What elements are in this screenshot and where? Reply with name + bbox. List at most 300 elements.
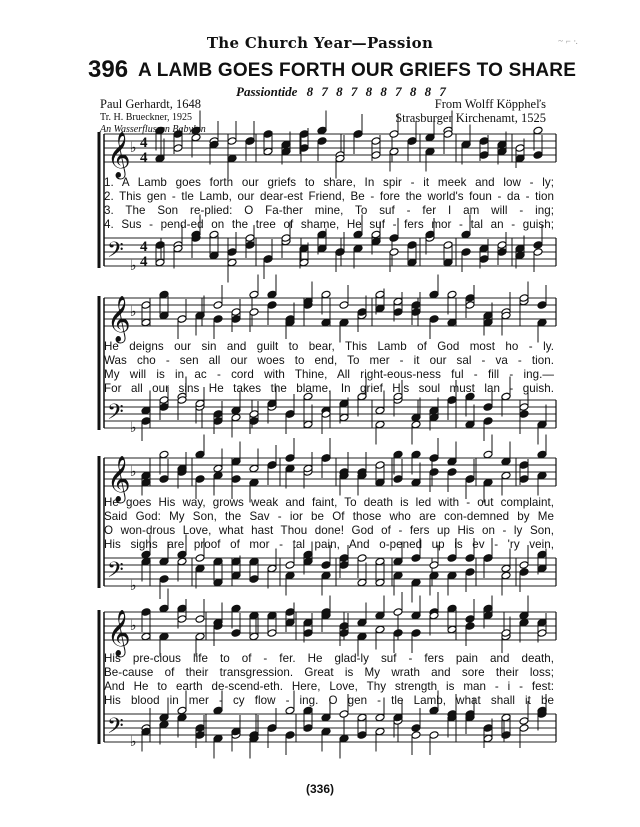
note-head (249, 557, 259, 566)
note-head (393, 571, 403, 580)
note-head (479, 244, 489, 253)
note-head (429, 706, 439, 715)
note-head (285, 731, 295, 740)
note-head (249, 478, 259, 487)
note-head (155, 258, 165, 267)
note-head (267, 461, 277, 470)
note-head (321, 318, 331, 327)
note-head (227, 248, 237, 257)
note-head (267, 724, 277, 733)
section-header: The Church Year—Passion (206, 34, 434, 52)
flat-icon: ♭ (130, 140, 137, 156)
note-head (483, 604, 493, 613)
lyric-line: He deigns our sin and guilt to bear, This Lamb of God most ho - ly. (104, 340, 554, 353)
note-head (483, 724, 493, 733)
note-head (339, 399, 349, 408)
note-head (267, 629, 277, 638)
note-head (357, 632, 367, 641)
note-head (515, 154, 525, 163)
note-head (533, 151, 543, 160)
note-head (393, 629, 403, 638)
lyric-line: His pre-cious life to of - fer. He glad-ly suf - fers pain and death, (104, 652, 554, 665)
note-head (321, 290, 331, 299)
note-head (465, 622, 475, 631)
note-head (249, 611, 259, 620)
note-head (497, 241, 507, 250)
note-head (393, 297, 403, 306)
note-head (537, 618, 547, 627)
composer-source-credit: Strasburger Kirchenamt, 1525 (395, 111, 546, 125)
note-head (159, 604, 169, 613)
note-head (515, 244, 525, 253)
note-head (497, 147, 507, 156)
note-head (177, 315, 187, 324)
note-head (195, 615, 205, 624)
note-head (159, 475, 169, 484)
note-head (357, 713, 367, 722)
note-head (321, 713, 331, 722)
note-head (299, 130, 309, 139)
note-head (321, 727, 331, 736)
flat-icon: ♭ (130, 304, 137, 320)
note-head (429, 571, 439, 580)
note-head (213, 417, 223, 426)
note-head (213, 578, 223, 587)
note-head (465, 475, 475, 484)
note-head (479, 255, 489, 264)
note-head (285, 464, 295, 473)
note-head (389, 147, 399, 156)
note-head (479, 151, 489, 160)
note-head (357, 554, 367, 563)
hymn-number: 396 (88, 56, 129, 83)
note-head (285, 571, 295, 580)
note-head (357, 731, 367, 740)
note-head (483, 734, 493, 743)
note-head (321, 454, 331, 463)
note-head (159, 713, 169, 722)
note-head (195, 731, 205, 740)
note-head (537, 629, 547, 638)
note-head (537, 550, 547, 559)
note-head (447, 396, 457, 405)
time-signature-upper: 4 (140, 135, 148, 151)
note-head (141, 417, 151, 426)
note-head (429, 561, 439, 570)
note-head (411, 450, 421, 459)
note-head (231, 557, 241, 566)
note-head (407, 241, 417, 250)
note-head (159, 557, 169, 566)
lyric-line: 1. A Lamb goes forth our griefs to share, In spir - it meek and low - ly; (104, 176, 554, 189)
note-head (213, 706, 223, 715)
flat-icon: ♭ (130, 734, 137, 750)
note-head (411, 629, 421, 638)
tune-name: Passiontide (236, 84, 298, 99)
note-head (429, 454, 439, 463)
note-head (483, 554, 493, 563)
note-head (465, 294, 475, 303)
note-head (249, 417, 259, 426)
note-head (227, 137, 237, 146)
note-head (357, 618, 367, 627)
note-head (245, 137, 255, 146)
page-corner-mark: ~ ⌐ ·. (558, 36, 578, 46)
note-head (231, 413, 241, 422)
note-head (533, 248, 543, 257)
note-head (177, 604, 187, 613)
lyric-line: And He to earth de-scend-eth. Here, Love, Thy strength is man - i - fest: (104, 680, 554, 693)
note-head (537, 318, 547, 327)
note-head (317, 137, 327, 146)
note-head (195, 564, 205, 573)
bass-clef-icon: 𝄢 (107, 400, 124, 430)
note-head (263, 147, 273, 156)
note-head (447, 468, 457, 477)
note-head (339, 622, 349, 631)
note-head (249, 308, 259, 317)
note-head (533, 241, 543, 250)
note-head (411, 301, 421, 310)
note-head (267, 301, 277, 310)
note-head (465, 420, 475, 429)
flat-icon: ♭ (130, 578, 137, 594)
note-head (375, 290, 385, 299)
note-head (519, 724, 529, 733)
note-head (285, 410, 295, 419)
note-head (371, 237, 381, 246)
note-head (515, 251, 525, 260)
note-head (519, 461, 529, 470)
note-head (519, 611, 529, 620)
note-head (285, 618, 295, 627)
note-head (141, 550, 151, 559)
note-head (285, 706, 295, 715)
note-head (195, 554, 205, 563)
note-head (371, 230, 381, 239)
note-head (353, 230, 363, 239)
note-head (249, 632, 259, 641)
note-head (159, 632, 169, 641)
note-head (177, 706, 187, 715)
note-head (195, 450, 205, 459)
note-head (303, 706, 313, 715)
note-head (483, 318, 493, 327)
note-head (339, 318, 349, 327)
note-head (317, 126, 327, 135)
note-head (159, 575, 169, 584)
note-head (537, 450, 547, 459)
note-head (375, 713, 385, 722)
flat-icon: ♭ (130, 420, 137, 436)
note-head (249, 575, 259, 584)
note-head (155, 241, 165, 250)
note-head (479, 137, 489, 146)
note-head (375, 406, 385, 415)
note-head (195, 724, 205, 733)
note-head (375, 727, 385, 736)
note-head (389, 234, 399, 243)
note-head (141, 608, 151, 617)
time-signature-upper: 4 (140, 239, 148, 255)
note-head (245, 234, 255, 243)
note-head (227, 258, 237, 267)
note-head (177, 557, 187, 566)
note-head (249, 410, 259, 419)
note-head (155, 154, 165, 163)
note-head (501, 564, 511, 573)
note-head (159, 311, 169, 320)
note-head (375, 478, 385, 487)
time-signature-lower: 4 (140, 150, 148, 166)
note-head (411, 724, 421, 733)
note-head (519, 410, 529, 419)
lyric-line: His blood in mer - cy flow - ing. O gen - tle Lamb, what shall it be (104, 694, 554, 707)
note-head (303, 618, 313, 627)
note-head (177, 550, 187, 559)
note-head (429, 290, 439, 299)
note-head (213, 471, 223, 480)
note-head (321, 561, 331, 570)
note-head (285, 454, 295, 463)
note-head (519, 561, 529, 570)
note-head (267, 611, 277, 620)
note-head (483, 417, 493, 426)
note-head (303, 557, 313, 566)
note-head (339, 301, 349, 310)
lyric-line: O won-drous Love, what hast Thou done! God of - fers up His on - ly Son, (104, 524, 554, 537)
note-head (141, 406, 151, 415)
treble-clef-icon: 𝄞 (107, 456, 131, 502)
note-head (537, 564, 547, 573)
source-hymn-credit: An Wasserflussen Babylon (100, 124, 206, 135)
note-head (411, 308, 421, 317)
bass-clef-icon: 𝄢 (107, 714, 124, 744)
note-head (375, 611, 385, 620)
note-head (357, 578, 367, 587)
note-head (195, 311, 205, 320)
note-head (177, 615, 187, 624)
note-head (465, 554, 475, 563)
treble-clef-icon: 𝄞 (107, 132, 131, 178)
note-head (515, 144, 525, 153)
note-head (245, 241, 255, 250)
lyric-line: My will is in ac - cord with Thine, All right-eous-ness ful - fill - ing.— (104, 368, 554, 381)
note-head (285, 608, 295, 617)
note-head (465, 301, 475, 310)
note-head (411, 611, 421, 620)
note-head (159, 290, 169, 299)
note-head (537, 301, 547, 310)
flat-icon: ♭ (130, 258, 137, 274)
note-head (411, 731, 421, 740)
note-head (519, 717, 529, 726)
lyric-line: His sighs are proof of mor - tal pain, And o-pened up is ev - 'ry vein, (104, 538, 554, 551)
treble-clef-icon: 𝄞 (107, 610, 131, 656)
bass-clef-icon: 𝄢 (107, 238, 124, 268)
note-head (447, 290, 457, 299)
note-head (483, 450, 493, 459)
note-head (195, 632, 205, 641)
note-head (263, 255, 273, 264)
note-head (411, 420, 421, 429)
note-head (141, 301, 151, 310)
note-head (281, 147, 291, 156)
treble-clef-icon: 𝄞 (107, 296, 131, 342)
note-head (159, 450, 169, 459)
note-head (353, 244, 363, 253)
note-head (533, 126, 543, 135)
note-head (375, 578, 385, 587)
note-head (443, 241, 453, 250)
lyric-line: Be-cause of their transgression. Great is My wrath and sore their loss; (104, 666, 554, 679)
note-head (537, 420, 547, 429)
note-head (159, 403, 169, 412)
note-head (249, 290, 259, 299)
note-head (407, 137, 417, 146)
note-head (375, 557, 385, 566)
translator-credit: Tr. H. Brueckner, 1925 (100, 112, 193, 123)
note-head (501, 731, 511, 740)
note-head (227, 154, 237, 163)
meter: 8 7 8 7 8 8 7 8 8 7 (306, 84, 449, 99)
note-head (429, 731, 439, 740)
note-head (371, 137, 381, 146)
note-head (447, 604, 457, 613)
note-head (141, 318, 151, 327)
note-head (281, 140, 291, 149)
note-head (375, 304, 385, 313)
note-head (375, 625, 385, 634)
note-head (429, 468, 439, 477)
note-head (447, 318, 457, 327)
note-head (519, 568, 529, 577)
note-head (141, 632, 151, 641)
note-head (267, 290, 277, 299)
composer-credit: From Wolff Köppheľs (434, 97, 546, 111)
note-head (407, 258, 417, 267)
flat-icon: ♭ (130, 618, 137, 634)
note-head (483, 311, 493, 320)
note-head (371, 151, 381, 160)
note-head (141, 557, 151, 566)
note-head (389, 248, 399, 257)
note-head (411, 413, 421, 422)
note-head (465, 568, 475, 577)
note-head (519, 403, 529, 412)
lyric-line: Was cho - sen all our woes to end, To mer - it our sal - va - tion. (104, 354, 554, 367)
note-head (429, 315, 439, 324)
note-head (411, 578, 421, 587)
note-head (159, 396, 169, 405)
lyric-line: Said God: My Son, the Sav - ior be Of those who are con-demned by Me (104, 510, 554, 523)
note-head (393, 308, 403, 317)
note-head (213, 734, 223, 743)
note-head (303, 420, 313, 429)
note-head (501, 471, 511, 480)
note-head (483, 478, 493, 487)
note-head (519, 475, 529, 484)
note-head (209, 230, 219, 239)
note-head (141, 471, 151, 480)
note-head (425, 147, 435, 156)
note-head (447, 571, 457, 580)
note-head (249, 464, 259, 473)
note-head (429, 413, 439, 422)
note-head (231, 571, 241, 580)
note-head (339, 629, 349, 638)
note-head (339, 554, 349, 563)
note-head (317, 230, 327, 239)
note-head (231, 629, 241, 638)
note-head (317, 244, 327, 253)
note-head (375, 461, 385, 470)
note-head (447, 457, 457, 466)
note-head (425, 133, 435, 142)
hymn-title: A LAMB GOES FORTH OUR GRIEFS TO SHARE (138, 60, 577, 81)
note-head (213, 301, 223, 310)
note-head (335, 248, 345, 257)
note-head (447, 625, 457, 634)
note-head (339, 561, 349, 570)
note-head (231, 475, 241, 484)
note-head (231, 315, 241, 324)
note-head (537, 471, 547, 480)
lyric-line: 4. Sus - pend-ed on the tree of shame, He suf - fers mor - tal an - guish; (104, 218, 554, 231)
note-head (389, 130, 399, 139)
note-head (411, 554, 421, 563)
note-head (159, 720, 169, 729)
lyric-line: 3. The Son re-plied: O Fa-ther mine, To suf - fer I am will - ing; (104, 204, 554, 217)
note-head (285, 561, 295, 570)
lyric-line: 2. This gen - tle Lamb, our dear-est Friend, Be - fore the world's foun - da - tion (104, 190, 554, 203)
note-head (461, 248, 471, 257)
note-head (519, 618, 529, 627)
note-head (173, 144, 183, 153)
note-head (447, 554, 457, 563)
bass-clef-icon: 𝄢 (107, 558, 124, 588)
note-head (213, 464, 223, 473)
note-head (411, 478, 421, 487)
lyric-line: For all our sins He takes the blame, In grief His soul must lan - guish. (104, 382, 554, 395)
note-head (461, 230, 471, 239)
note-head (465, 615, 475, 624)
note-head (483, 403, 493, 412)
note-head (353, 130, 363, 139)
note-head (501, 713, 511, 722)
note-head (393, 450, 403, 459)
author-credit: Paul Gerhardt, 1648 (100, 97, 202, 111)
note-head (339, 413, 349, 422)
note-head (393, 608, 403, 617)
note-head (303, 629, 313, 638)
note-head (195, 475, 205, 484)
note-head (501, 457, 511, 466)
note-head (231, 457, 241, 466)
note-head (213, 410, 223, 419)
note-head (339, 710, 349, 719)
note-head (303, 724, 313, 733)
note-head (501, 571, 511, 580)
time-signature-lower: 4 (140, 254, 148, 270)
note-head (339, 734, 349, 743)
note-head (497, 140, 507, 149)
note-head (213, 557, 223, 566)
note-head (375, 420, 385, 429)
note-head (267, 564, 277, 573)
note-head (177, 713, 187, 722)
flat-icon: ♭ (130, 464, 137, 480)
